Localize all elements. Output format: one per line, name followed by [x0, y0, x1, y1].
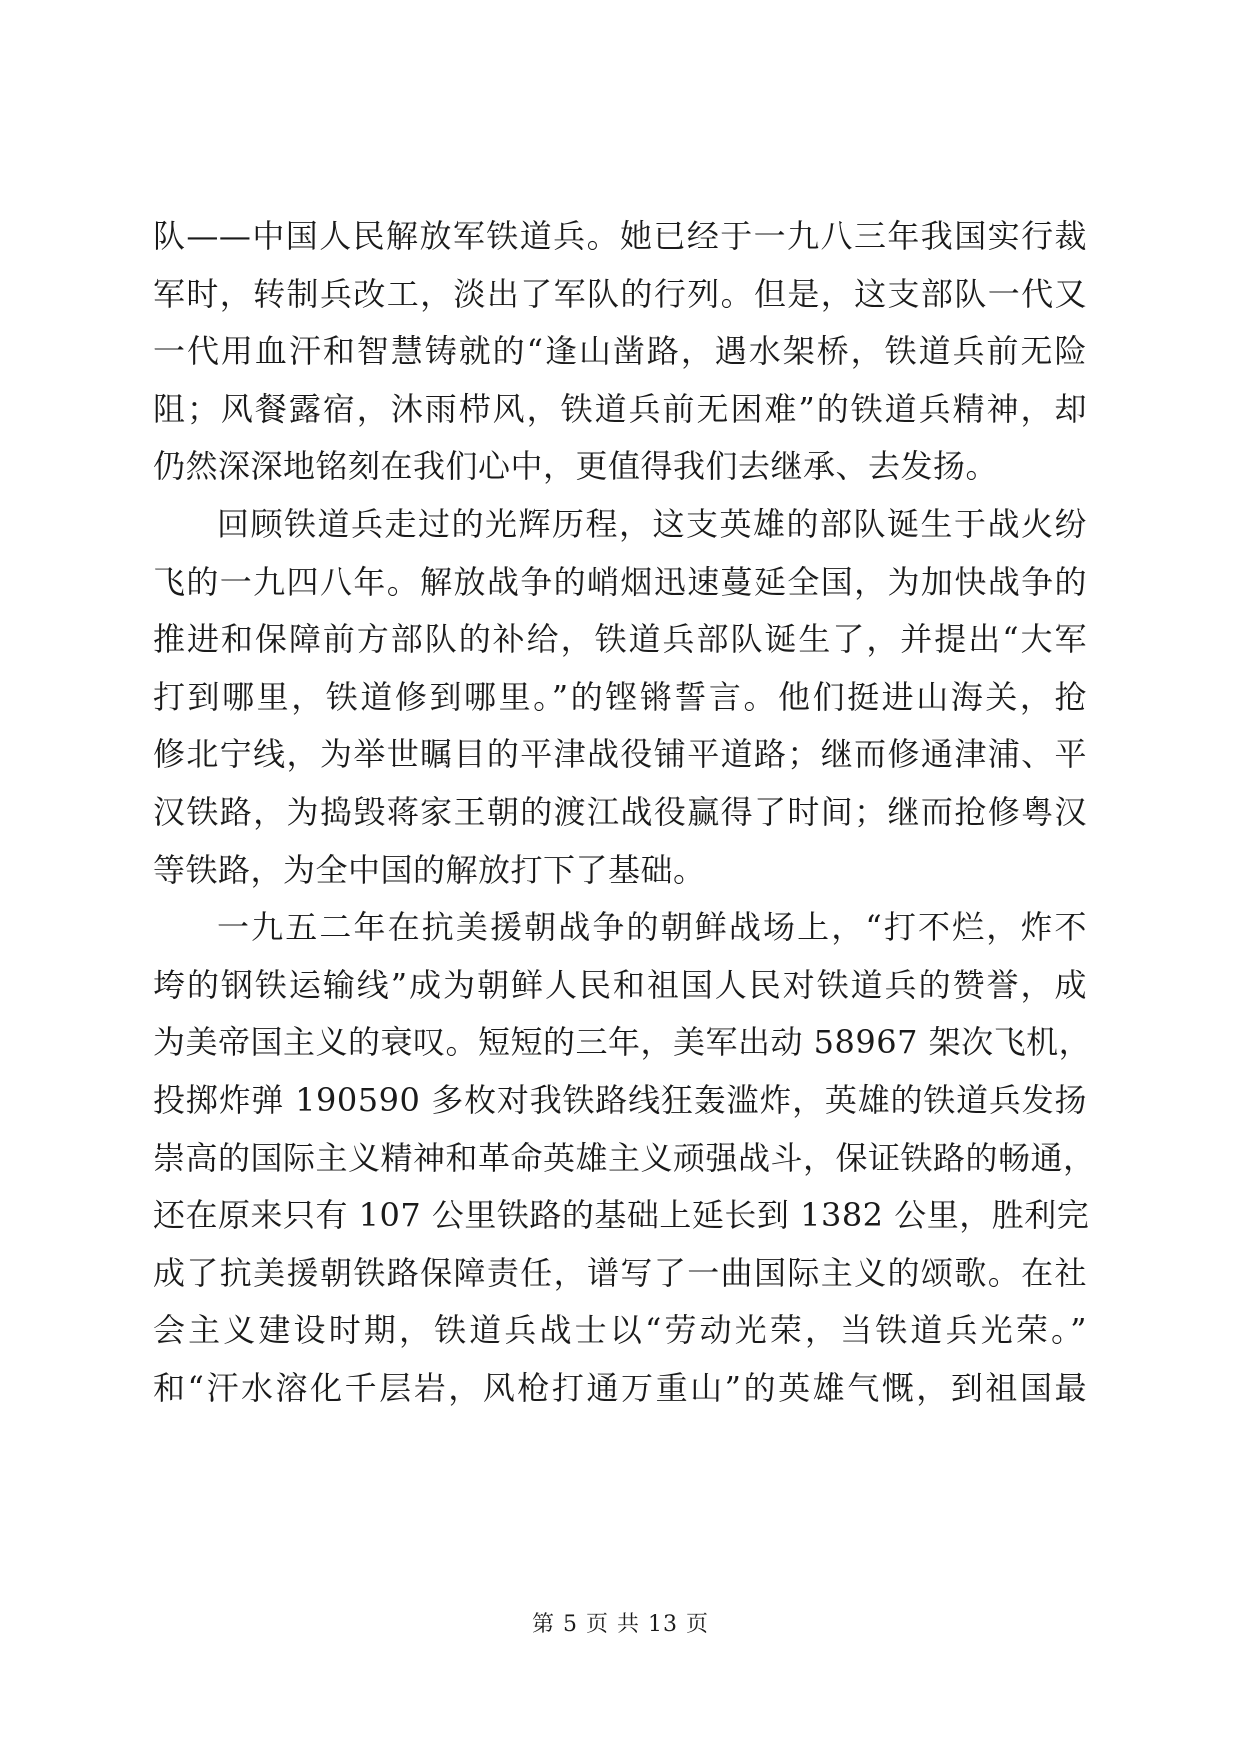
text-line: 飞的一九四八年。解放战争的峭烟迅速蔓延全国，为加快战争的	[153, 562, 1087, 601]
paragraph	[153, 899, 1096, 1417]
text-line: 还在原来只有 107 公里铁路的基础上延长到 1382 公里，胜利完	[153, 1196, 1090, 1235]
text-line: 一九五二年在抗美援朝战争的朝鲜战场上，“打不烂，炸不	[217, 908, 1087, 947]
text-line: 修北宁线，为举世瞩目的平津战役铺平道路；继而修通津浦、平	[153, 735, 1087, 774]
text-line: 等铁路，为全中国的解放打下了基础。	[153, 850, 706, 889]
text-line: 一代用血汗和智慧铸就的“逢山凿路，遇水架桥，铁道兵前无险	[153, 332, 1087, 371]
text-line: 垮的钢铁运输线”成为朝鲜人民和祖国人民对铁道兵的赞誉，成	[153, 965, 1087, 1004]
text-line: 会主义建设时期，铁道兵战士以“劳动光荣，当铁道兵光荣。”	[153, 1311, 1087, 1350]
text-line: 军时，转制兵改工，淡出了军队的行列。但是，这支部队一代又	[153, 274, 1087, 313]
text-line: 为美帝国主义的衰叹。短短的三年，美军出动 58967 架次飞机，	[153, 1023, 1092, 1062]
text-line: 队——中国人民解放军铁道兵。她已经于一九八三年我国实行裁	[153, 217, 1087, 255]
text-line: 仍然深深地铭刻在我们心中，更值得我们去继承、去发扬。	[153, 447, 999, 486]
body-text	[153, 208, 1096, 1417]
text-line: 推进和保障前方部队的补给，铁道兵部队诞生了，并提出“大军	[153, 620, 1087, 659]
text-line: 投掷炸弹 190590 多枚对我铁路线狂轰滥炸，英雄的铁道兵发扬	[153, 1080, 1087, 1119]
text-line: 成了抗美援朝铁路保障责任，谱写了一曲国际主义的颂歌。在社	[153, 1253, 1087, 1292]
text-line: 汉铁路，为捣毁蒋家王朝的渡江战役赢得了时间；继而抢修粤汉	[153, 792, 1087, 831]
text-line: 打到哪里，铁道修到哪里。”的铿锵誓言。他们挺进山海关，抢	[153, 677, 1087, 716]
text-line: 崇高的国际主义精神和革命英雄主义顽强战斗，保证铁路的畅通，	[153, 1138, 1096, 1177]
paragraph	[153, 496, 1087, 899]
paragraph	[153, 208, 1087, 496]
page-number-footer: 第 5 页 共 13 页	[532, 1612, 709, 1637]
text-line: 和“汗水溶化千层岩，风枪打通万重山”的英雄气慨，到祖国最	[153, 1368, 1087, 1407]
text-line: 回顾铁道兵走过的光辉历程，这支英雄的部队诞生于战火纷	[217, 504, 1087, 543]
text-line: 阻；风餐露宿，沐雨栉风，铁道兵前无困难”的铁道兵精神，却	[153, 389, 1087, 428]
